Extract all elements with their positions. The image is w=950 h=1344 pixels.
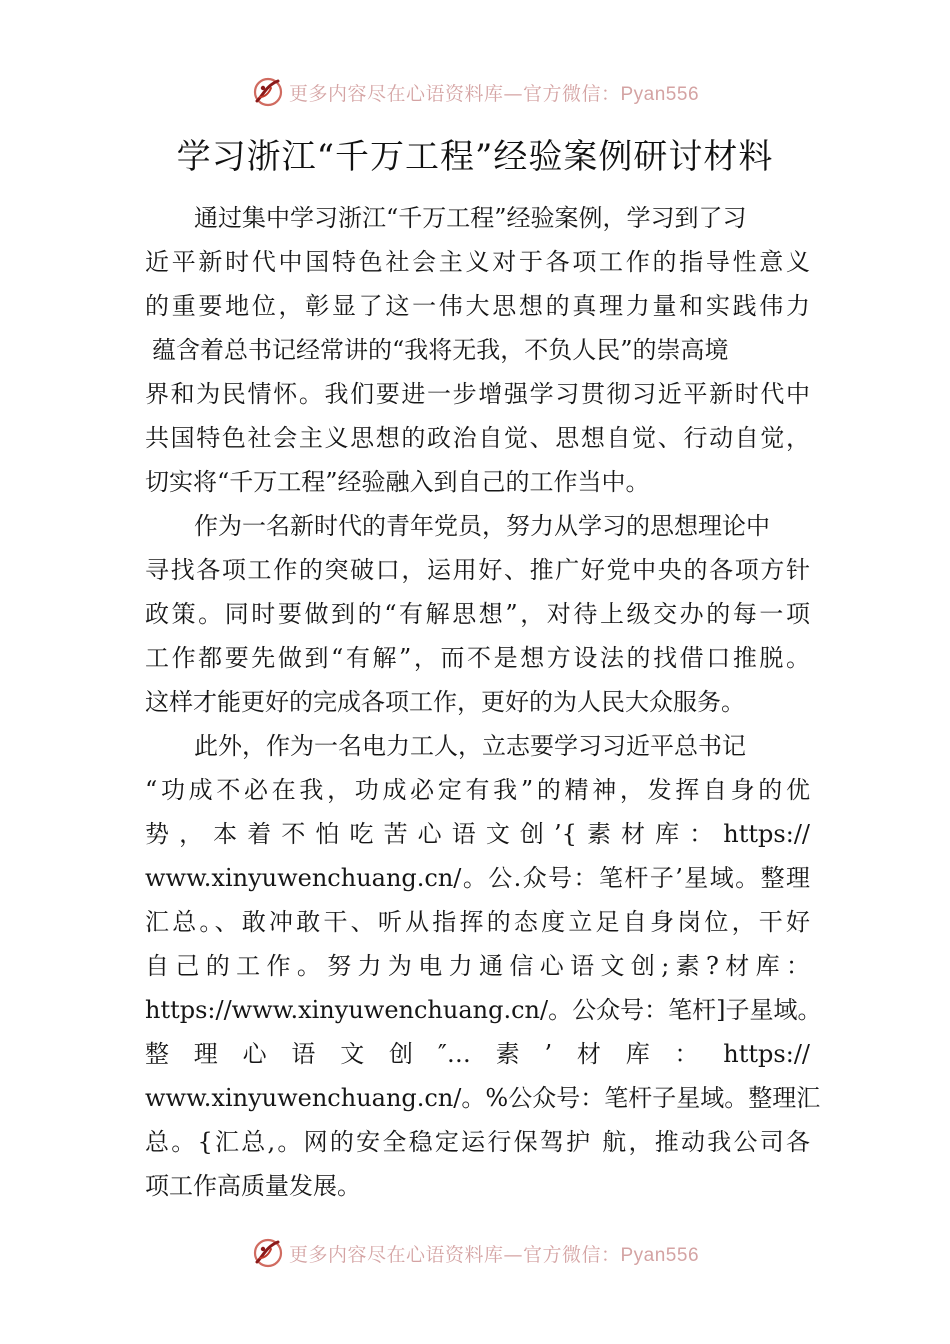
body-line: 切实将“千万工程”经验融入到自己的工作当中。 — [145, 468, 650, 496]
document-title: 学习浙江“千万工程”经验案例研讨材料 — [176, 137, 774, 177]
banner-text-cn: 更多内容尽在心语资料库—官方微信： — [288, 1243, 621, 1266]
header-watermark-banner — [0, 72, 950, 112]
body-line: “功成不必在我，功成必定有我”的精神，发挥自身的优 — [145, 776, 810, 804]
banner-wechat-id: Pyan556 — [620, 1244, 700, 1266]
brush-swirl-logo-icon — [251, 1236, 285, 1270]
body-line: https://www.xinyuwenchuang.cn/。公众号：笔杆]子星域。 — [145, 996, 822, 1024]
body-line: 这样才能更好的完成各项工作，更好的为人民大众服务。 — [145, 688, 745, 716]
banner-text-cn: 更多内容尽在心语资料库—官方微信： — [288, 82, 621, 105]
body-line: 通过集中学习浙江“千万工程”经验案例，学习到了习 — [194, 204, 747, 232]
body-line: 项工作高质量发展。 — [145, 1172, 361, 1200]
body-line: 蕴含着总书记经常讲的“我将无我，不负人民”的崇高境 — [152, 336, 729, 364]
body-line: 界和为民情怀。我们要进一步增强学习贯彻习近平新时代中 — [145, 380, 810, 408]
body-line: 自己的工作。努力为电力通信心语文创;素?材库： — [145, 952, 810, 980]
body-line: 近平新时代中国特色社会主义对于各项工作的指导性意义 — [145, 248, 810, 276]
body-line: 总。{汇总,。网的安全稳定运行保驾护 航，推动我公司各 — [145, 1128, 810, 1156]
body-line: www.xinyuwenchuang.cn/。%公众号：笔杆子星域。整理汇 — [145, 1084, 821, 1112]
banner-text — [289, 79, 699, 106]
body-line: 汇总。、敢冲敢干、听从指挥的态度立足自身岗位，干好 — [145, 908, 810, 936]
footer-watermark-banner — [0, 1233, 950, 1273]
body-line: 整理心语文创″…素’材库：https:// — [145, 1040, 810, 1068]
banner-wechat-id: Pyan556 — [620, 83, 700, 105]
brush-swirl-logo-icon — [251, 75, 285, 109]
body-line: 作为一名新时代的青年党员，努力从学习的思想理论中 — [194, 512, 770, 540]
body-line: 寻找各项工作的突破口，运用好、推广好党中央的各项方针 — [145, 556, 810, 584]
body-line: www.xinyuwenchuang.cn/。公.众号：笔杆子’星域。整理 — [145, 864, 810, 892]
body-line: 势，本着不怕吃苦心语文创’{素材库：https:// — [145, 820, 810, 848]
body-line: 的重要地位，彰显了这一伟大思想的真理力量和实践伟力 — [145, 292, 810, 320]
banner-text — [289, 1240, 699, 1267]
body-line: 共国特色社会主义思想的政治自觉、思想自觉、行动自觉， — [145, 424, 810, 452]
body-line: 此外，作为一名电力工人，立志要学习习近平总书记 — [194, 732, 746, 760]
body-line: 工作都要先做到“有解”，而不是想方设法的找借口推脱。 — [145, 644, 810, 672]
body-line: 政策。同时要做到的“有解思想”，对待上级交办的每一项 — [145, 600, 810, 628]
